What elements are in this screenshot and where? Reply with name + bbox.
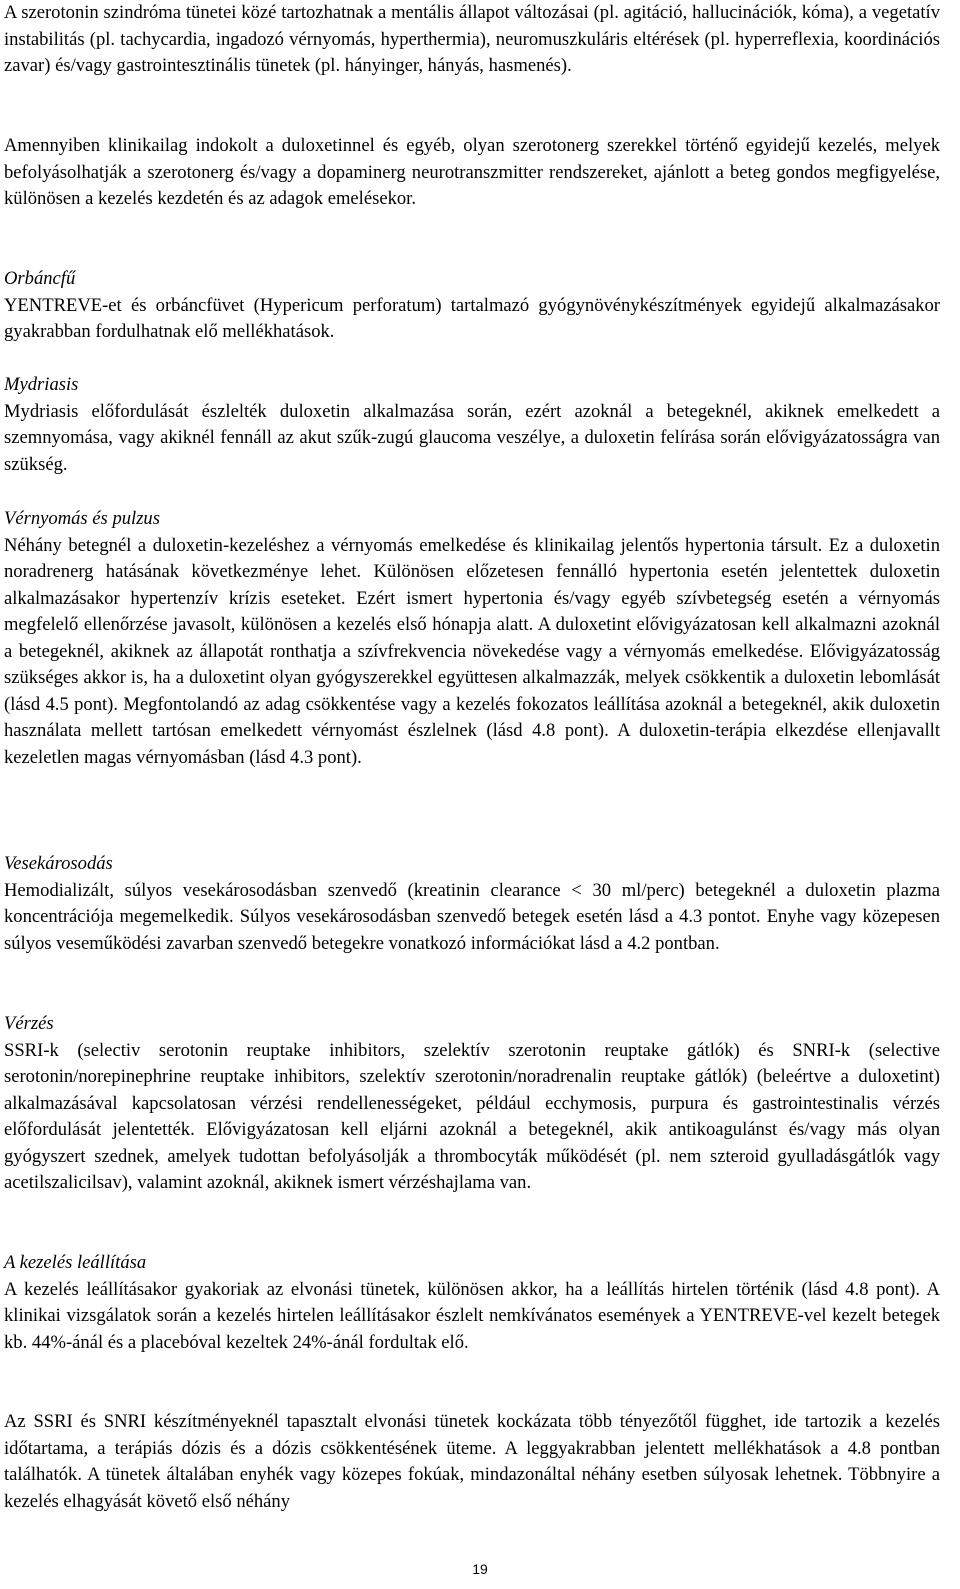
section-renal-impairment [4,851,940,957]
section-text: SSRI-k (selectiv serotonin reuptake inhibitors, szelektív szerotonin reuptake gátlók) és SNRI-k (selective serotonin/norepinephrine reuptake inhibitors, szelektív szerotonin/noradrenalin reuptake gátlók) (beleértve a duloxetint) alkalmazásával kapcsolatosan vérzési rendellenességeket, például ecchymosis, purpura és gastrointestinalis vérzés előfordulását jelentették. Elővigyázatosan kell eljárni azoknál a betegeknél, akik antikoagulánst és/vagy más olyan gyógyszert szednek, amelyek tudottan befolyásolják a thrombocyták működését (pl. nem szteroid gyulladásgátlók vagy acetilszalicilsav), valamint azoknál, akiknek ismert vérzéshajlama van. [4,1039,940,1193]
section-heading: Vesekárosodás [4,853,113,874]
paragraph-serotonin-symptoms [4,0,940,80]
paragraph-text: Az SSRI és SNRI készítményeknél tapasztalt elvonási tünetek kockázata több tényezőtől függhet, ide tartozik a kezelés időtartama, a terápiás dózis és a dózis csökkentésének üteme. A leggyakrabban jelentett mellékhatások a 4.8 pontban találhatók. A tünetek általában enyhék vagy közepes fokúak, mindazonáltal néhány esetben súlyosak lehetnek. Többnyire a kezelés elhagyását követő első néhány [4,1411,940,1512]
section-heading: Orbáncfű [4,268,76,289]
section-text: YENTREVE-et és orbáncfüvet (Hypericum perforatum) tartalmazó gyógynövénykészítmények egyidejű alkalmazásakor gyakrabban fordulhatnak elő mellékhatások. [4,294,940,342]
section-text: Hemodializált, súlyos vesekárosodásban szenvedő (kreatinin clearance < 30 ml/perc) betegeknél a duloxetin plazma koncentrációja megemelkedik. Súlyos vesekárosodásban szenvedő betegek esetén lásd a 4.3 pontot. Enyhe vagy közepesen súlyos veseműködési zavarban szenvedő betegekre vonatkozó információkat lásd a 4.2 pontban. [4,879,940,954]
section-blood-pressure [4,506,940,771]
section-heading: Vérzés [4,1013,54,1034]
section-heading: Vérnyomás és pulzus [4,508,160,529]
paragraph-concomitant-use [4,133,940,213]
paragraph-withdrawal-risk [4,1409,940,1515]
section-heading: A kezelés leállítása [4,1252,147,1273]
section-text: Néhány betegnél a duloxetin-kezeléshez a vérnyomás emelkedése és klinikailag jelentős hypertonia társult. Ez a duloxetin noradrenerg hatásának következménye lehet. Különösen előzetesen fennálló hypertonia esetén jelentettek duloxetin alkalmazásakor hypertenzív krízis eseteket. Ezért ismert hypertonia és/vagy egyéb szívbetegség esetén a vérnyomás megfelelő ellenőrzése javasolt, különösen a kezelés első hónapja alatt. A duloxetint elővigyázatosan kell alkalmazni azoknál a betegeknél, akiknek az állapotát ronthatja a szívfrekvencia növekedése vagy a vérnyomás emelkedése. Elővigyázatosság szükséges akkor is, ha a duloxetint olyan gyógyszerekkel együttesen alkalmazzák, melyek csökkentik a duloxetin lebomlását (lásd 4.5 pont). Megfontolandó az adag csökkentése vagy a kezelés fokozatos leállítása azoknál a betegeknél, akik duloxetin használata mellett tartósan emelkedett vérnyomást észlelnek (lásd 4.8 pont). A duloxetin-terápia elkezdése ellenjavallt kezeletlen magas vérnyomásban (lásd 4.3 pont). [4,534,940,768]
section-mydriasis [4,372,940,478]
section-text: A kezelés leállításakor gyakoriak az elvonási tünetek, különösen akkor, ha a leállítás hirtelen történik (lásd 4.8 pont). A klinikai vizsgálatok során a kezelés hirtelen leállításakor észlelt nemkívánatos események a YENTREVE-vel kezelt betegek kb. 44%-ánál és a placebóval kezeltek 24%-ánál fordultak elő. [4,1278,940,1353]
page-number: 19 [472,1561,488,1577]
paragraph-text: Amennyiben klinikailag indokolt a duloxetinnel és egyéb, olyan szerotonerg szerekkel történő egyidejű kezelés, melyek befolyásolhatják a szerotonerg és/vagy a dopaminerg neurotranszmitter rendszereket, ajánlott a beteg gondos megfigyelése, különösen a kezelés kezdetén és az adagok emelésekor. [4,135,940,209]
section-text: Mydriasis előfordulását észlelték duloxetin alkalmazása során, ezért azoknál a betegeknél, akiknek emelkedett a szemnyomása, vagy akiknél fennáll az akut szűk-zugú glaucoma veszélye, a duloxetin felírása során elővigyázatosságra van szükség. [4,400,940,475]
section-st-johns-wort [4,266,940,346]
section-discontinuation [4,1250,940,1356]
paragraph-text: A szerotonin szindróma tünetei közé tartozhatnak a mentális állapot változásai (pl. agitáció, hallucinációk, kóma), a vegetatív instabilitás (pl. tachycardia, ingadozó vérnyomás, hyperthermia), neuromuszkuláris eltérések (pl. hyperreflexia, koordinációs zavar) és/vagy gastrointesztinális tünetek (pl. hányinger, hányás, hasmenés). [4,2,940,76]
section-bleeding [4,1011,940,1197]
section-heading: Mydriasis [4,374,79,395]
